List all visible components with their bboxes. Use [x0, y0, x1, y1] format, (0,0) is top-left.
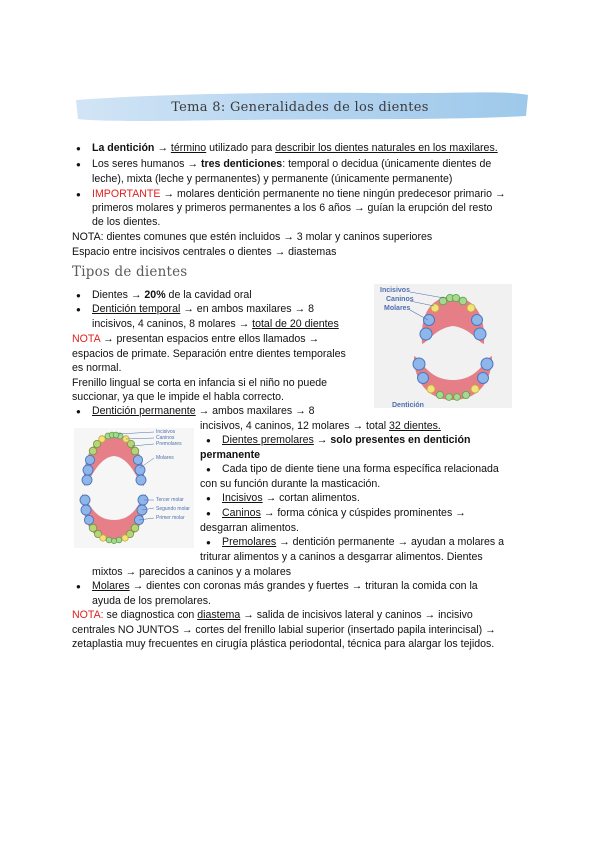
bullet-dientes-20: Dientes → 20% de la cavidad oral — [92, 289, 252, 301]
bullet-dot: ● — [206, 465, 211, 474]
frenillo-lingual-line2: succionar, ya que le impide el habla correcto. — [72, 391, 284, 403]
permanent-dentition-figure — [74, 428, 194, 548]
nota-espacios-primate: NOTA → presentan espacios entre ellos llamados → — [72, 333, 320, 345]
bullet-denticion-temporal: Dentición temporal → en ambos maxilares → 8 — [92, 303, 314, 315]
bullet-cada-tipo-line2: con su función durante la masticación. — [200, 478, 381, 490]
nota-dientes-incluidos: NOTA: dientes comunes que estén incluidos → 3 molar y caninos superiores — [72, 231, 433, 243]
bullet-incisivos: Incisivos → cortan alimentos. — [222, 492, 360, 504]
bullet-denticion-permanente: Dentición permanente → ambos maxilares → 8 — [92, 405, 315, 417]
label-caninos: Caninos — [386, 296, 414, 303]
bullet-premolares-line2: triturar alimentos y a caninos a desgarrar alimentos. Dientes — [200, 551, 483, 563]
label-segundo-molar: Segundo molar — [156, 506, 190, 512]
bullet-denticion-permanente-line2: incisivos, 4 caninos, 12 molares → total 32 dientes. — [200, 420, 441, 432]
bullet-dot: ● — [76, 190, 81, 199]
bullet-seres-humanos-line2: leche), mixta (leche y permanentes) y permanente (únicamente permanente) — [92, 173, 453, 185]
label-incisivos: Incisivos — [380, 287, 410, 294]
bullet-dot: ● — [206, 436, 211, 445]
label-molares: Molares — [384, 305, 411, 312]
bullet-premolares-permanente: Dientes premolares → solo presentes en dentición — [222, 434, 471, 446]
bullet-dot: ● — [76, 160, 81, 169]
section-title: Tipos de dientes — [72, 264, 188, 280]
bullet-denticion-temporal-line2: incisivos, 4 caninos, 8 molares → total de 20 dientes — [92, 318, 339, 330]
nota-espacios-primate-line3: es normal. — [72, 362, 122, 374]
espacio-diastemas: Espacio entre incisivos centrales o dientes → diastemas — [72, 246, 337, 258]
bullet-importante: IMPORTANTE → molares dentición permanente no tiene ningún predecesor primario → — [92, 188, 506, 200]
label-molares: Molares — [156, 455, 174, 461]
nota-diastema: NOTA: se diagnostica con diastema → salida de incisivos lateral y caninos → incisivo — [72, 609, 473, 621]
label-tercer-molar: Tercer molar — [156, 497, 184, 503]
bullet-dot: ● — [76, 291, 81, 300]
nota-diastema-line2: centrales NO JUNTOS → cortes del frenillo labial superior (insertado papila interincisal) → — [72, 624, 496, 636]
label-denticion: Dentición — [392, 402, 424, 408]
bullet-molares: Molares → dientes con coronas más grandes y fuertes → trituran la comida con la — [92, 580, 478, 592]
nota-diastema-line3: zetaplastia muy frecuentes en cirugía plástica periodontal, técnica para alargar los tejidos. — [72, 638, 495, 650]
bullet-premolares-line3: mixtos → parecidos a caninos y a molares — [92, 566, 292, 578]
bullet-importante-line3: de los dientes. — [92, 216, 161, 228]
label-premolares: Premolares — [156, 441, 182, 447]
bullet-caninos: Caninos → forma cónica y cúspides prominentes → — [222, 507, 466, 519]
bullet-seres-humanos: Los seres humanos → tres denticiones: temporal o decidua (únicamente dientes de — [92, 158, 492, 170]
bullet-premolares-permanente-line2: permanente — [200, 449, 261, 461]
bullet-molares-line2: ayuda de los premolares. — [92, 595, 211, 607]
bullet-dot: ● — [76, 407, 81, 416]
bullet-dot: ● — [206, 538, 211, 547]
bullet-dot: ● — [206, 494, 211, 503]
bullet-dot: ● — [76, 305, 81, 314]
primary-dentition-figure — [374, 284, 512, 408]
bullet-dot: ● — [206, 509, 211, 518]
label-incisivos: Incisivos — [156, 429, 176, 435]
bullet-denticion: La dentición → término utilizado para describir los dientes naturales en los maxilares. — [92, 142, 498, 154]
bullet-dot: ● — [76, 144, 81, 153]
bullet-caninos-line2: desgarran alimentos. — [200, 522, 299, 534]
label-caninos: Caninos — [156, 435, 175, 441]
frenillo-lingual: Frenillo lingual se corta en infancia si el niño no puede — [72, 377, 328, 389]
bullet-importante-line2: primeros molares y primeros permanentes a los 6 años → guían la erupción del resto — [92, 202, 493, 214]
page-title: Tema 8: Generalidades de los dientes — [171, 100, 429, 115]
label-primer-molar: Primer molar — [156, 515, 185, 521]
bullet-premolares: Premolares → dentición permanente → ayudan a molares a — [222, 536, 505, 548]
bullet-cada-tipo: Cada tipo de diente tiene una forma específica relacionada — [222, 463, 499, 475]
nota-espacios-primate-line2: espacios de primate. Separación entre dientes temporales — [72, 348, 346, 360]
bullet-dot: ● — [76, 582, 81, 591]
